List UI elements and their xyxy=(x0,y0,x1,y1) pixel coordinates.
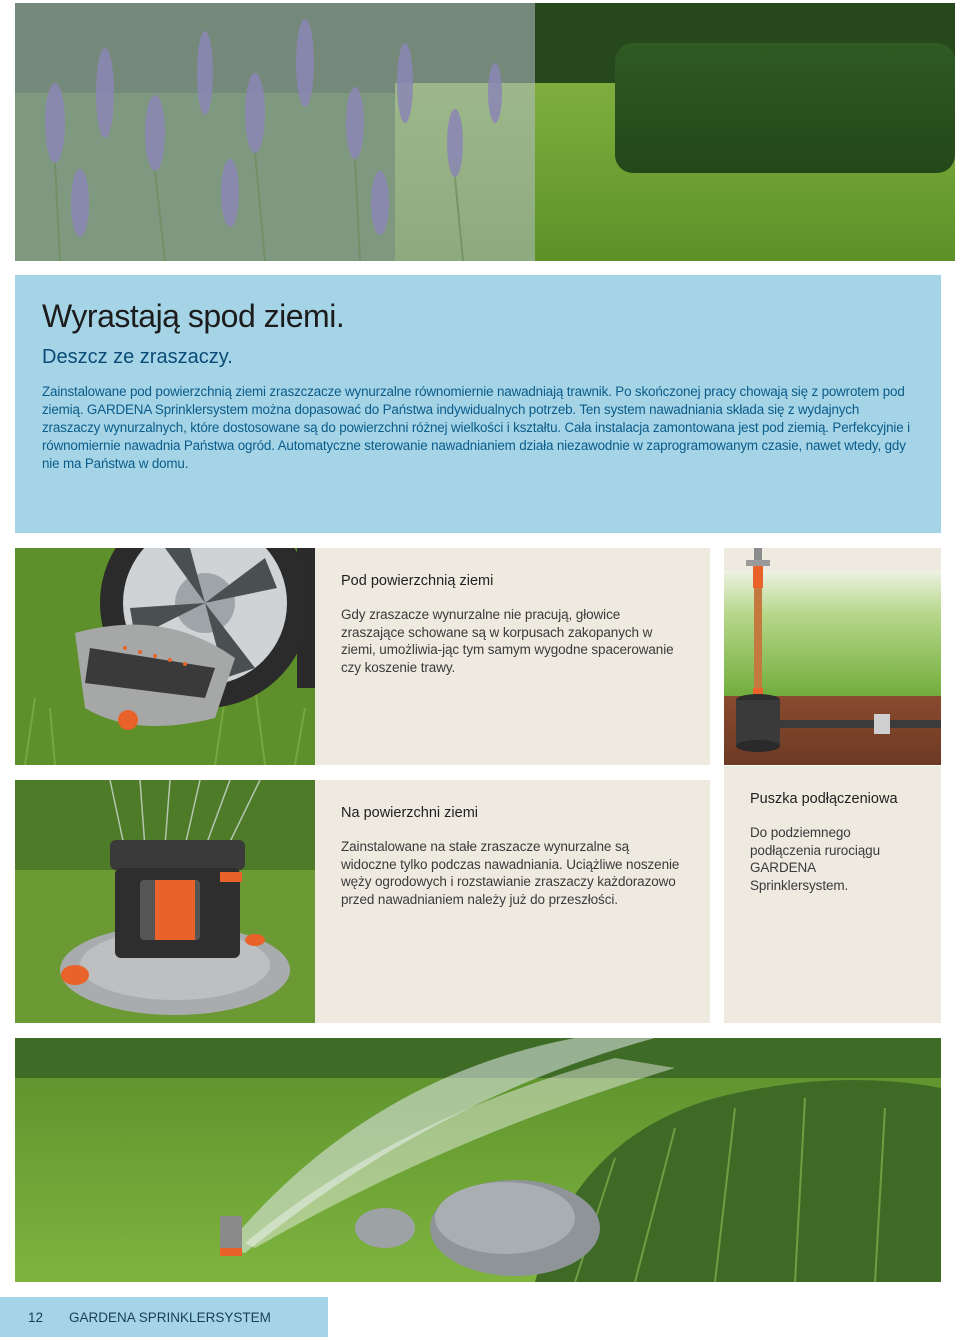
garden-lavender-photo xyxy=(15,3,955,261)
page-subtitle: Deszcz ze zraszaczy. xyxy=(42,346,233,368)
lawn-sprinkler-spray-photo xyxy=(15,1038,941,1282)
popup-sprinkler-photo xyxy=(15,780,315,1023)
page-title: Wyrastają spod ziemi. xyxy=(42,298,345,334)
feature-underground-text: Gdy zraszacze wynurzalne nie pracują, głowice zraszające schowane są w korpusach zakopanych w ziemi, umożliwia-jąc tym samym wygodne spacerowanie czy koszenie trawy. xyxy=(341,607,674,675)
feature-above-ground-title: Na powierzchni ziemi xyxy=(341,805,478,821)
intro-panel xyxy=(15,275,941,533)
footer-label: GARDENA SPRINKLERSYSTEM xyxy=(69,1309,271,1325)
feature-connection-box xyxy=(724,766,941,1023)
feature-underground-title: Pod powierzchnią ziemi xyxy=(341,573,494,589)
feature-above-ground xyxy=(315,780,710,1023)
page-footer xyxy=(0,1297,328,1337)
feature-underground xyxy=(315,548,710,765)
feature-connection-box-text: Do podziemnego podłączenia rurociągu GARDENA Sprinklersystem. xyxy=(750,825,880,893)
intro-paragraph: Zainstalowane pod powierzchnią ziemi zraszczacze wynurzalne równomiernie nawadniają trawnik. Po skończonej pracy chowają się z powrotem pod ziemią. GARDENA Sprinklersystem można dopasować do Państwa indywidualnych potrzeb. Ten system nawadniania składa się z wydajnych zraszaczy wynurzalnych, które dostosowane są do powierzchni różnej wielkości i kształtu. Cała instalacja zamontowana jest pod ziemią. Perfekcyjnie i równomiernie nawadnia Państwa ogród. Automatyczne sterowanie nawadnianiem działa niezawodnie w zaprogramowanym czasie, nawet wtedy, gdy nie ma Państwa w domu. xyxy=(42,384,910,471)
page-number: 12 xyxy=(28,1309,44,1325)
mower-over-sprinkler-photo xyxy=(15,548,315,765)
connection-box-illustration xyxy=(724,548,941,765)
feature-above-ground-text: Zainstalowane na stałe zraszacze wynurzalne są widoczne tylko podczas nawadniania. Uciążliwe noszenie węży ogrodowych i rozstawianie zraszaczy każdorazowo przed nawadnianiem należy już do przeszłości. xyxy=(341,839,680,907)
feature-connection-box-title: Puszka podłączeniowa xyxy=(750,791,898,807)
